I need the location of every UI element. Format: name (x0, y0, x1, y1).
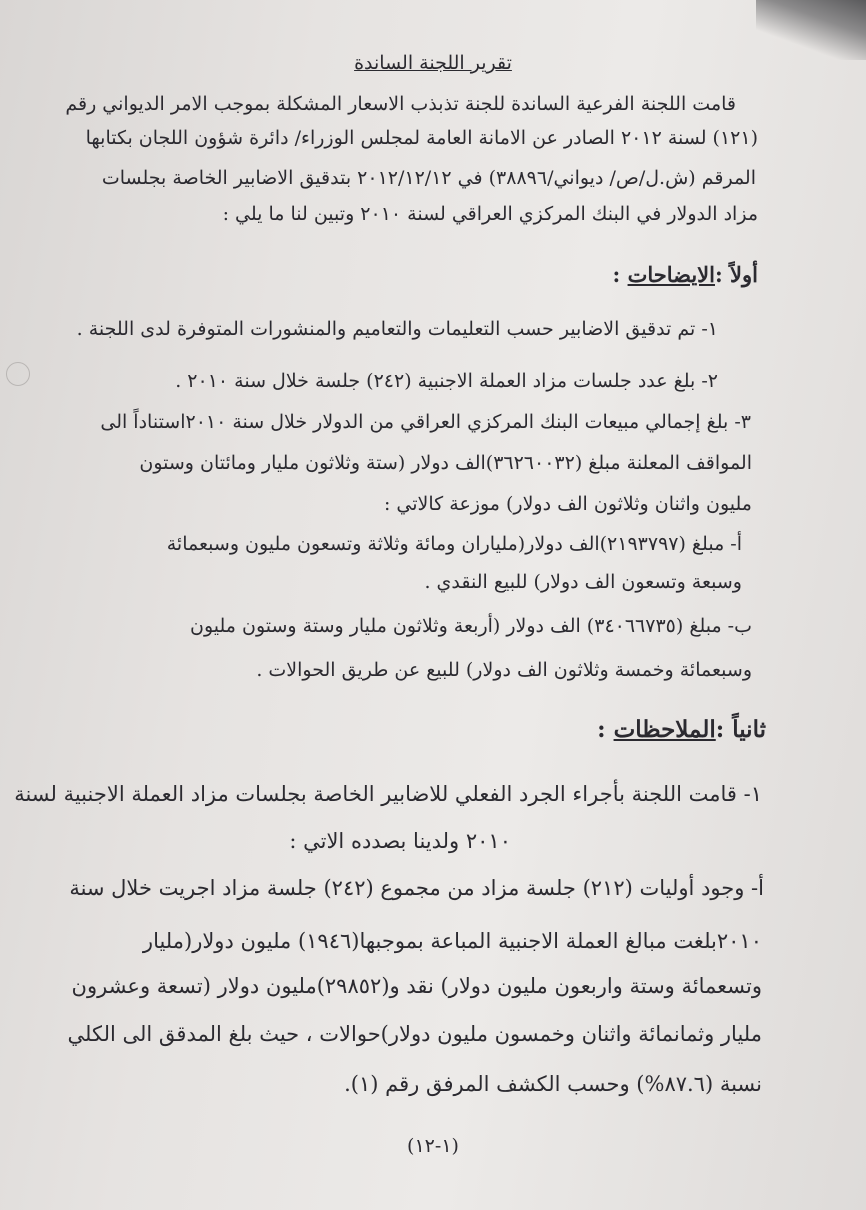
list-item: مليون واثنان وثلاثون الف دولار) موزعة كالاتي : (383, 493, 752, 515)
list-item: المواقف المعلنة مبلغ (٣٦٢٦٠٠٣٢)الف دولار (ستة وثلاثون مليار ومائتان وستون (139, 452, 752, 474)
list-item: ١- تم تدقيق الاضابير حسب التعليمات والتعاميم والمنشورات المتوفرة لدى اللجنة . (76, 318, 718, 340)
list-item: ٢٠١٠ ولدينا بصدده الاتي : (289, 829, 511, 853)
list-item: وسبعة وتسعون الف دولار) للبيع النقدي . (424, 571, 742, 593)
intro-line: المرقم (ش.ل/ص/ ديواني/٣٨٨٩٦) في ٢٠١٢/١٢/١٢ بتدقيق الاضابير الخاصة بجلسات (101, 167, 756, 189)
section-title: الايضاحات (627, 262, 715, 287)
section-heading-clarifications (612, 262, 758, 287)
list-item: أ- وجود أوليات (٢١٢) جلسة مزاد من مجموع (٢٤٢) جلسة مزاد اجريت خلال سنة (69, 876, 764, 900)
report-title: تقرير اللجنة الساندة (354, 52, 512, 74)
intro-line: (١٢١) لسنة ٢٠١٢ الصادر عن الامانة العامة لمجلس الوزراء/ دائرة شؤون اللجان بكتابها (85, 127, 758, 149)
section-suffix: : (612, 262, 628, 287)
list-item: ٣- بلغ إجمالي مبيعات البنك المركزي العراقي من الدولار خلال سنة ٢٠١٠استناداً الى (100, 411, 751, 433)
list-item: ٢٠١٠بلغت مبالغ العملة الاجنبية المباعة بموجبها(١٩٤٦) مليون دولار(مليار (142, 929, 762, 953)
list-item: ب- مبلغ (٣٤٠٦٦٧٣٥) الف دولار (أربعة وثلاثون مليار وستة وستون مليون (190, 615, 752, 637)
list-item: مليار وثمانمائة واثنان وخمسون مليون دولار)حوالات ، حيث بلغ المدقق الى الكلي (67, 1022, 762, 1046)
section-prefix: أولاً : (714, 262, 758, 287)
list-item: وسبعمائة وخمسة وثلاثون الف دولار) للبيع عن طريق الحوالات . (256, 659, 752, 681)
intro-line: مزاد الدولار في البنك المركزي العراقي لسنة ٢٠١٠ وتبين لنا ما يلي : (222, 203, 758, 225)
list-item: أ- مبلغ (٢١٩٣٧٩٧)الف دولار(ملياران ومائة وثلاثة وتسعون مليون وسبعمائة (166, 533, 742, 555)
list-item: نسبة (٨٧.٦%) وحسب الكشف المرفق رقم (١). (344, 1072, 762, 1096)
list-item: ١- قامت اللجنة بأجراء الجرد الفعلي للاضابير الخاصة بجلسات مزاد العملة الاجنبية لسنة (14, 782, 762, 806)
page-number: (١-١٢) (407, 1135, 459, 1157)
list-item: وتسعمائة وستة واربعون مليون دولار) نقد و(٢٩٨٥٢)مليون دولار (تسعة وعشرون (71, 974, 762, 998)
section-suffix: : (597, 716, 614, 743)
list-item: ٢- بلغ عدد جلسات مزاد العملة الاجنبية (٢٤٢) جلسة خلال سنة ٢٠١٠ . (175, 370, 718, 392)
section-heading-notes (597, 716, 766, 743)
section-prefix: ثانياً : (715, 716, 766, 743)
intro-line: قامت اللجنة الفرعية الساندة للجنة تذبذب الاسعار المشكلة بموجب الامر الديواني رقم (65, 93, 736, 115)
section-title: الملاحظات (613, 716, 716, 743)
